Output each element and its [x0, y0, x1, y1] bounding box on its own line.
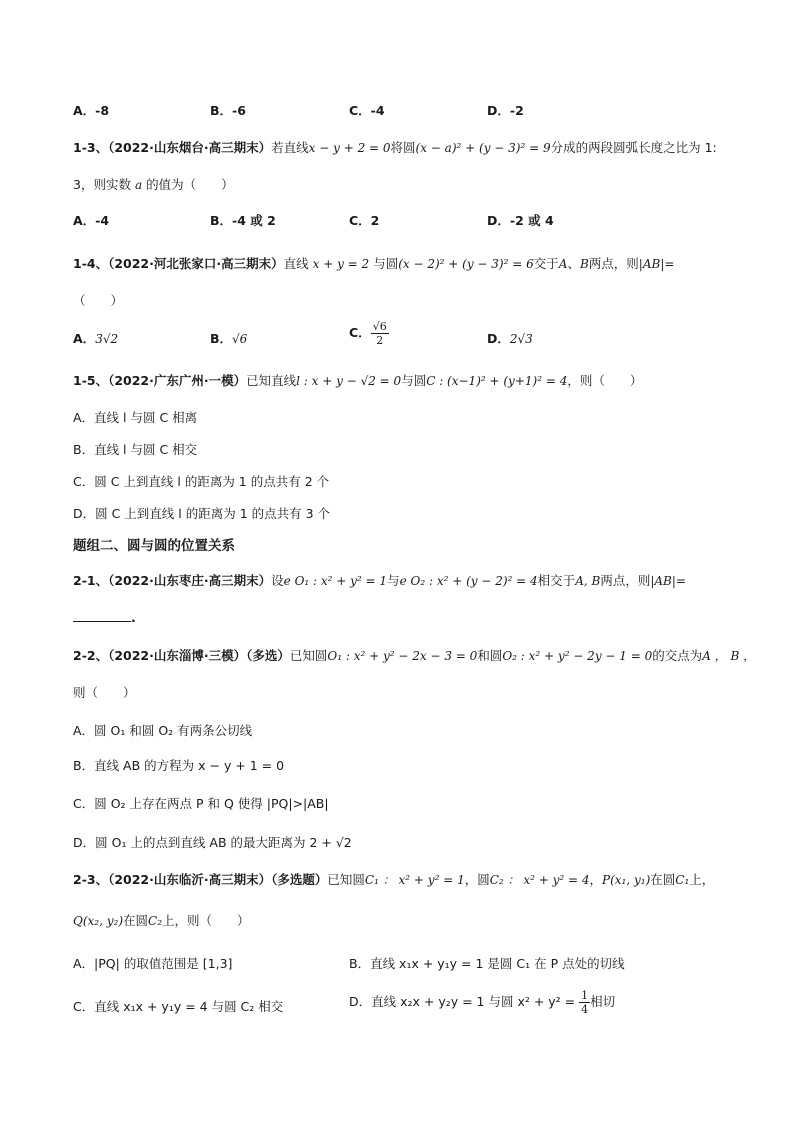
q2-3-option-c: C．直线 x₁x + y₁y = 4 与圆 C₂ 相交 — [73, 999, 284, 1014]
q1-4-option-c-numerator: √6 — [372, 320, 387, 333]
q2-2-label: 2-2、 — [73, 648, 109, 663]
q1-4-label: 1-4、 — [73, 256, 109, 271]
q1-2-option-d: D．-2 — [487, 103, 524, 118]
q1-4-paren: （ ） — [73, 293, 124, 308]
q2-3-stem-line2 — [73, 911, 250, 931]
q1-4-option-c-denominator: 2 — [376, 334, 384, 347]
q1-3-text-c: 分成的两段圆弧长度之比为 1: — [550, 140, 717, 155]
q2-3-option-d-fraction — [579, 989, 590, 1016]
q1-5-option-d: D．圆 C 上到直线 l 的距离为 1 的点共有 3 个 — [73, 506, 331, 521]
q2-2-option-c: C．圆 O₂ 上存在两点 P 和 Q 使得 |PQ|>|AB| — [73, 796, 329, 811]
q1-4-option-a-label: A． — [73, 331, 96, 346]
q2-3-circle1-name: C₁ — [675, 873, 690, 887]
q2-1-points: A, B — [575, 574, 601, 588]
q1-4-option-b — [210, 329, 247, 349]
answer-blank[interactable] — [73, 609, 131, 622]
q2-2-text-a: 已知圆 — [289, 648, 328, 663]
q1-4-point-a: A — [558, 257, 568, 271]
q2-1-circle1-equation: e O₁ : x² + y² = 1 — [283, 574, 388, 588]
q2-3-text-b: ，圆 — [464, 872, 490, 887]
q2-1-source: （2022·山东枣庄·高三期末） — [108, 573, 272, 588]
q2-2-circle2-equation: O₂ : x² + y² − 2y − 1 = 0 — [502, 649, 653, 663]
q1-4-option-b-label: B． — [210, 331, 233, 346]
section-heading: 题组二、圆与圆的位置关系 — [73, 538, 235, 554]
q2-2-paren: 则（ ） — [73, 685, 136, 700]
q1-5-text-c: ，则（ ） — [567, 373, 643, 388]
q1-5-stem — [73, 371, 642, 391]
q1-3-stem — [73, 138, 717, 158]
q1-4-option-b-value: √6 — [232, 332, 248, 346]
q1-4-option-c-fraction — [371, 320, 389, 347]
q1-3-option-b: B．-4 或 2 — [210, 213, 276, 228]
q2-1-text-b: 与 — [387, 573, 400, 588]
q1-3-option-a: A．-4 — [73, 213, 110, 228]
q1-5-option-b: B．直线 l 与圆 C 相交 — [73, 442, 198, 457]
q1-4-ab-length: |AB|= — [638, 257, 675, 271]
q2-2-option-b: B．直线 AB 的方程为 x − y + 1 = 0 — [73, 758, 285, 773]
q2-3-text-a: 已知圆 — [327, 872, 365, 887]
q2-3-option-d-post: 相切 — [590, 994, 616, 1009]
q2-2-stem — [73, 646, 755, 666]
q2-1-period: . — [131, 610, 136, 625]
q1-2-option-c: C．-4 — [349, 103, 385, 118]
q2-3-stem — [73, 870, 714, 890]
q2-1-ab-length: |AB|= — [650, 574, 686, 588]
q1-3-line2-text: 3，则实数 — [73, 177, 131, 192]
q1-4-source: （2022·河北张家口·高三期末） — [108, 256, 284, 271]
q2-3-option-d — [349, 989, 615, 1016]
q1-4-option-c — [349, 320, 389, 347]
q1-5-text-a: 已知直线 — [246, 373, 297, 388]
q2-3-option-d-numerator: 1 — [581, 989, 589, 1002]
q1-4-option-d-value: 2√3 — [509, 332, 533, 346]
q2-1-text-d: 两点，则 — [600, 573, 651, 588]
q1-4-circle-equation: (x − 2)² + (y − 3)² = 6 — [398, 257, 534, 271]
q2-3-label: 2-3、 — [73, 872, 109, 887]
q1-5-line-equation: l : x + y − √2 = 0 — [296, 374, 402, 388]
q1-4-text-a: 直线 — [283, 256, 309, 271]
q1-4-option-c-label: C． — [349, 325, 371, 340]
q1-3-stem-line2 — [73, 175, 234, 195]
q1-5-option-a: A．直线 l 与圆 C 相离 — [73, 410, 198, 425]
q2-2-option-a: A．圆 O₁ 和圆 O₂ 有两条公切线 — [73, 723, 253, 738]
q2-2-circle1-equation: O₁ : x² + y² − 2x − 3 = 0 — [327, 649, 478, 663]
q2-2-source: （2022·山东淄博·三模）（多选） — [108, 648, 290, 663]
q1-3-text-b: 将圆 — [390, 140, 416, 155]
q2-3-option-a: A．|PQ| 的取值范围是 [1,3] — [73, 956, 233, 971]
q1-4-sep: 、 — [567, 256, 580, 271]
q1-5-label: 1-5、 — [73, 373, 109, 388]
q1-5-circle-equation: C : (x−1)² + (y+1)² = 4 — [426, 374, 568, 388]
q1-4-text-d: 两点，则 — [588, 256, 639, 271]
q2-3-text-d: 在圆 — [650, 872, 676, 887]
q2-1-circle2-equation: e O₂ : x² + (y − 2)² = 4 — [399, 574, 538, 588]
q2-2-text-b: 和圆 — [477, 648, 503, 663]
q2-2-text-c: 的交点为 — [652, 648, 703, 663]
q2-3-option-d-denominator: 4 — [581, 1003, 589, 1016]
q2-3-circle2-equation: C₂ ： x² + y² = 4 — [489, 873, 590, 887]
q2-1-label: 2-1、 — [73, 573, 109, 588]
q1-4-point-b: B — [579, 257, 589, 271]
q1-5-option-c: C．圆 C 上到直线 l 的距离为 1 的点共有 2 个 — [73, 474, 330, 489]
q2-3-text-e: 上， — [689, 872, 715, 887]
q2-3-circle2-name: C₂ — [148, 914, 163, 928]
q1-4-option-a-value: 3√2 — [95, 332, 119, 346]
q1-4-option-d-label: D． — [487, 331, 510, 346]
q1-4-option-a — [73, 329, 118, 349]
q1-4-line-equation: x + y = 2 — [312, 257, 370, 271]
q2-1-stem — [73, 571, 686, 591]
q1-4-option-d — [487, 329, 533, 349]
q1-3-circle-equation: (x − a)² + (y − 3)² = 9 — [415, 141, 551, 155]
q1-3-label: 1-3、 — [73, 140, 109, 155]
q1-3-line2-end: 的值为（ ） — [146, 177, 234, 192]
q2-1-text-c: 相交于 — [537, 573, 576, 588]
q1-2-option-a: A．-8 — [73, 103, 110, 118]
q1-3-option-d: D．-2 或 4 — [487, 213, 554, 228]
q2-1-text-a: 设 — [271, 573, 284, 588]
q1-2-option-b: B．-6 — [210, 103, 246, 118]
q2-3-line2-a: 在圆 — [123, 913, 149, 928]
q2-3-point-p: P(x₁, y₁) — [602, 873, 651, 887]
q1-4-text-b: 与圆 — [373, 256, 399, 271]
q2-2-option-d: D．圆 O₁ 上的点到直线 AB 的最大距离为 2 + √2 — [73, 835, 352, 850]
q2-3-option-d-pre: D．直线 x₂x + y₂y = 1 与圆 x² + y² = — [349, 994, 576, 1009]
q2-3-option-b: B．直线 x₁x + y₁y = 1 是圆 C₁ 在 P 点处的切线 — [349, 956, 625, 971]
q1-3-line-equation: x − y + 2 = 0 — [308, 141, 391, 155]
q2-3-point-q: Q(x₂, y₂) — [73, 914, 123, 928]
q2-3-circle1-equation: C₁ ： x² + y² = 1 — [364, 873, 465, 887]
q1-4-text-c: 交于 — [533, 256, 559, 271]
q1-4-stem — [73, 254, 674, 274]
q1-3-text-a: 若直线 — [271, 140, 309, 155]
q2-1-answer-line — [73, 608, 136, 628]
q2-2-points: A ， B ， — [702, 649, 756, 663]
q1-3-var: a — [134, 178, 143, 192]
q1-5-text-b: 与圆 — [401, 373, 427, 388]
q1-3-source: （2022·山东烟台·高三期末） — [108, 140, 272, 155]
q2-3-line2-b: 上，则（ ） — [162, 913, 250, 928]
q1-3-option-c: C．2 — [349, 213, 380, 228]
q1-5-source: （2022·广东广州·一模） — [108, 373, 247, 388]
q2-3-source: （2022·山东临沂·高三期末）（多选题） — [108, 872, 328, 887]
q2-3-text-c: ， — [589, 872, 603, 887]
